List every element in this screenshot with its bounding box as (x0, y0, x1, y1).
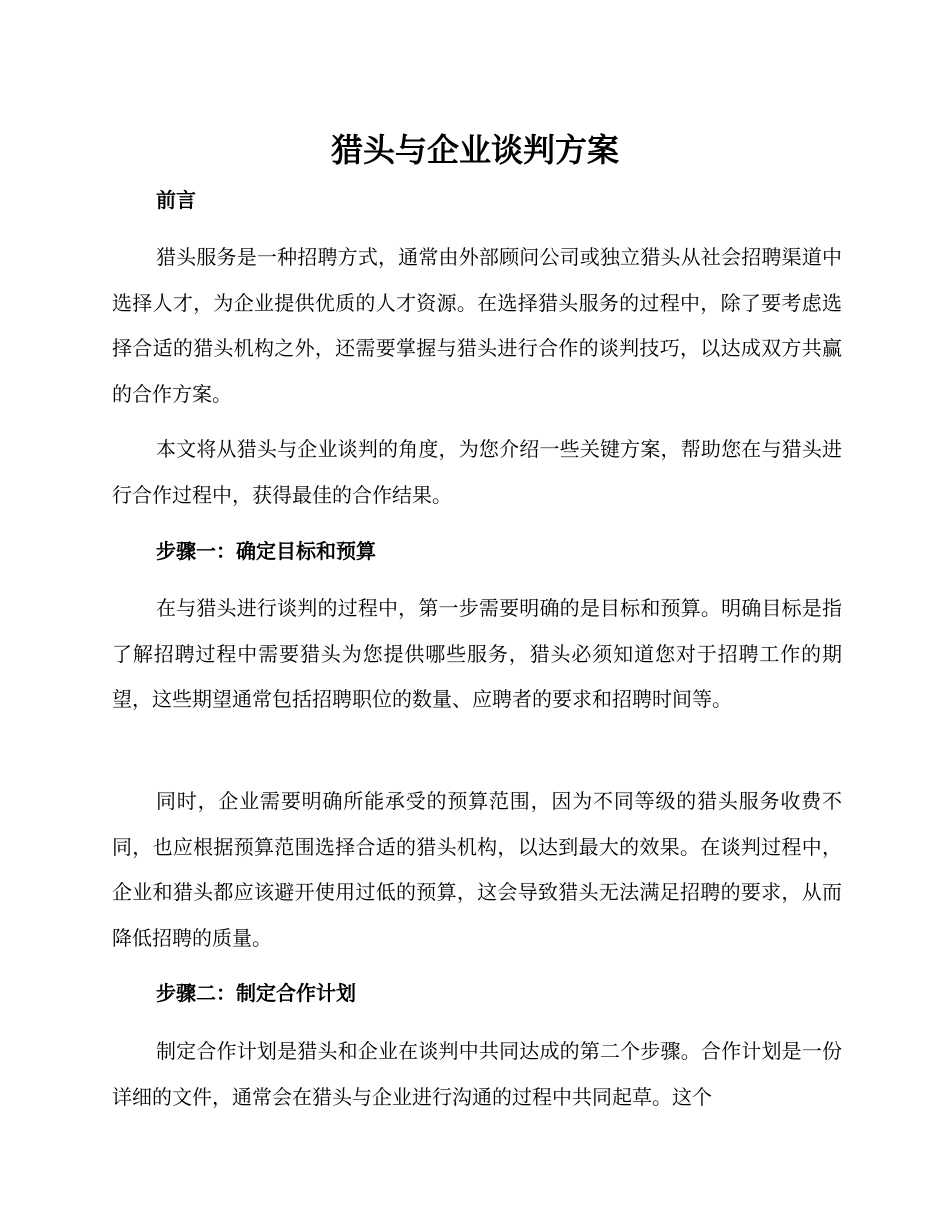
paragraph-step-2-1: 制定合作计划是猎头和企业在谈判中共同达成的第二个步骤。合作计划是一份详细的文件，通常会在猎头与企业进行沟通的过程中共同起草。这个 (112, 1039, 842, 1109)
section-heading-step-2: 步骤二：制定合作计划 (156, 981, 356, 1005)
section-heading-step-1: 步骤一：确定目标和预算 (156, 539, 376, 563)
paragraph-preface-2: 本文将从猎头与企业谈判的角度，为您介绍一些关键方案，帮助您在与猎头进行合作过程中，获得最佳的合作结果。 (112, 437, 842, 507)
document-title: 猎头与企业谈判方案 (330, 131, 619, 169)
paragraph-preface-1: 猎头服务是一种招聘方式，通常由外部顾问公司或独立猎头从社会招聘渠道中选择人才，为企业提供优质的人才资源。在选择猎头服务的过程中，除了要考虑选择合适的猎头机构之外，还需要掌握与猎头进行合作的谈判技巧，以达成双方共赢的合作方案。 (112, 245, 842, 406)
paragraph-step-1-2: 同时，企业需要明确所能承受的预算范围，因为不同等级的猎头服务收费不同，也应根据预算范围选择合适的猎头机构，以达到最大的效果。在谈判过程中，企业和猎头都应该避开使用过低的预算，这会导致猎头无法满足招聘的要求，从而降低招聘的质量。 (112, 789, 842, 950)
paragraph-step-1-1: 在与猎头进行谈判的过程中，第一步需要明确的是目标和预算。明确目标是指了解招聘过程中需要猎头为您提供哪些服务，猎头必须知道您对于招聘工作的期望，这些期望通常包括招聘职位的数量、应聘者的要求和招聘时间等。 (112, 596, 842, 711)
section-heading-preface: 前言 (156, 188, 196, 212)
